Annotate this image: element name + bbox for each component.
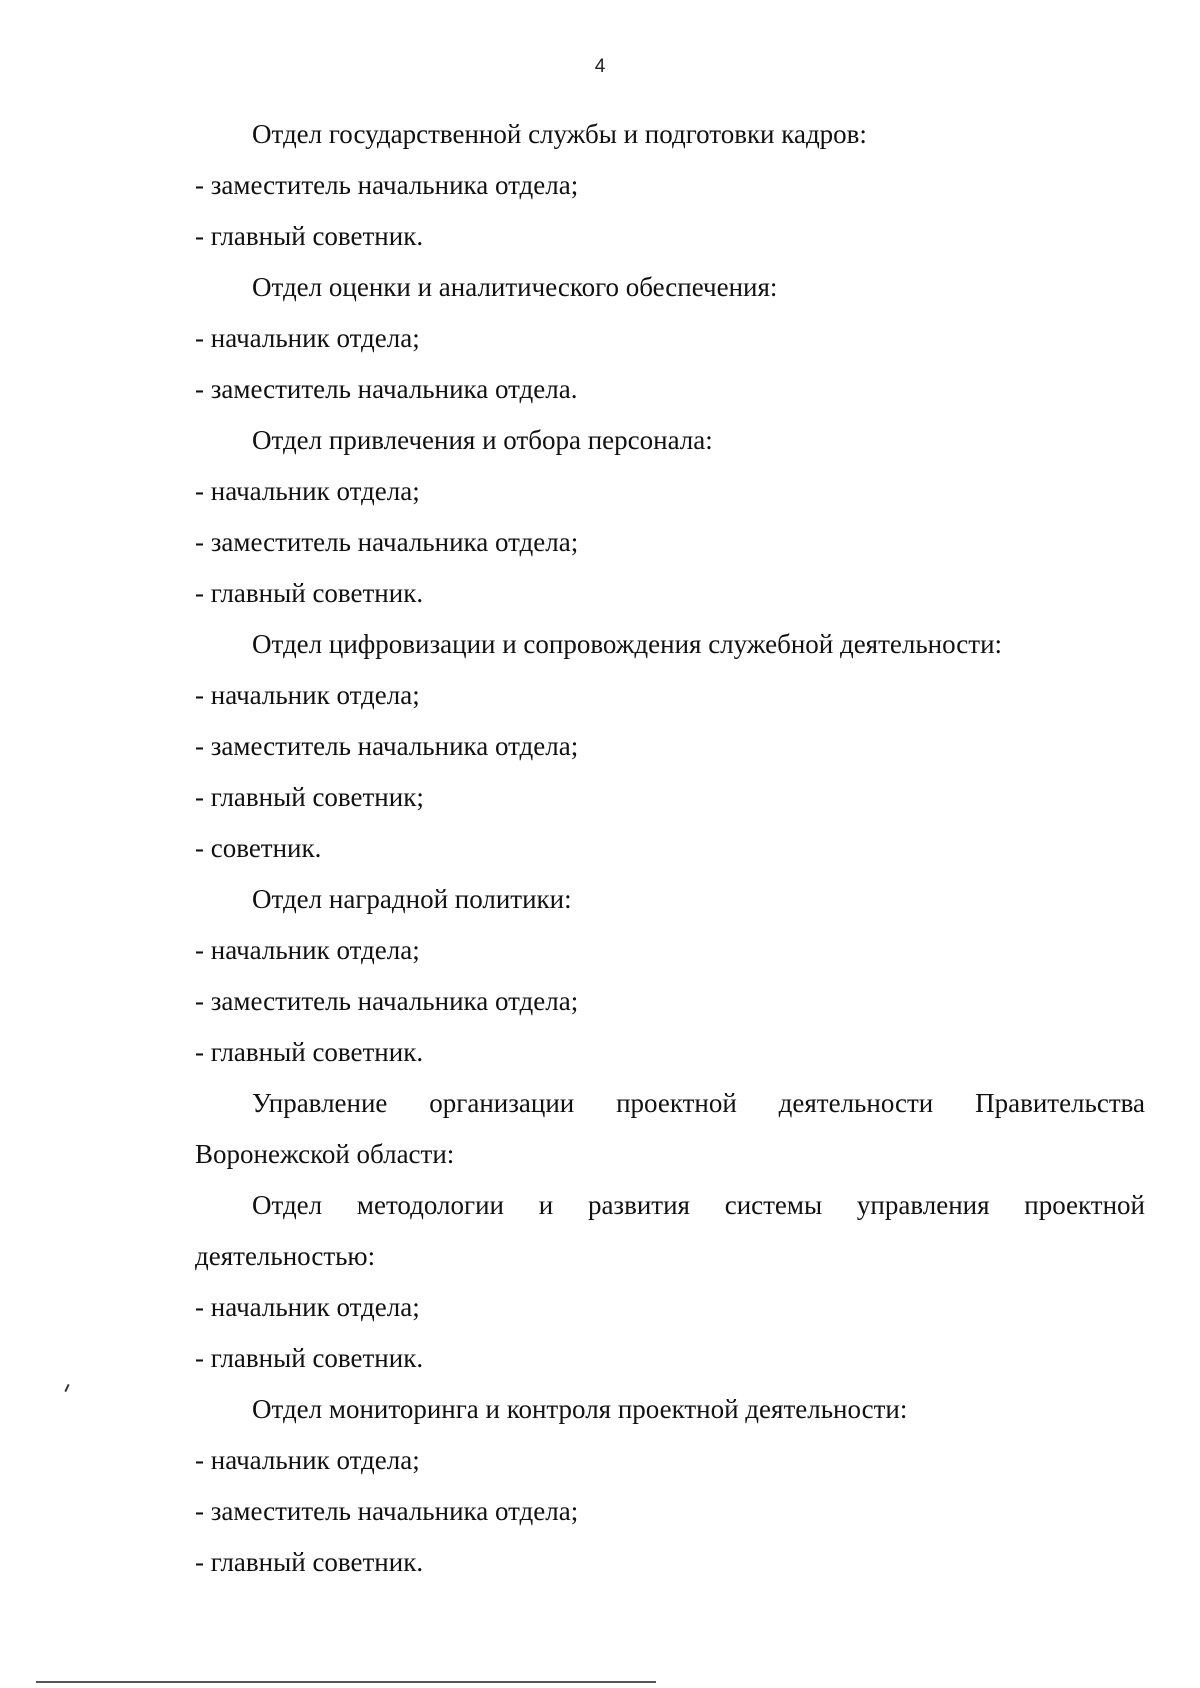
position-item: - начальник отдела;	[195, 935, 420, 965]
section-heading: Отдел государственной службы и подготовки кадров:	[252, 119, 867, 149]
position-item: - главный советник.	[195, 221, 424, 251]
position-item: - начальник отдела;	[195, 476, 420, 506]
position-item: - главный советник.	[195, 1547, 424, 1577]
position-item: - главный советник.	[195, 1343, 424, 1373]
section-heading: Отдел мониторинга и контроля проектной деятельности:	[252, 1394, 908, 1424]
section-heading: Отдел оценки и аналитического обеспечения:	[252, 272, 778, 302]
position-item: - заместитель начальника отдела;	[195, 1496, 579, 1526]
section-heading: Отдел привлечения и отбора персонала:	[252, 425, 713, 455]
position-item: - начальник отдела;	[195, 323, 420, 353]
position-item: - заместитель начальника отдела;	[195, 986, 579, 1016]
position-item: - главный советник.	[195, 578, 424, 608]
document-body	[195, 109, 1145, 1588]
position-item: - заместитель начальника отдела;	[195, 527, 579, 557]
position-item: - заместитель начальника отдела;	[195, 170, 579, 200]
position-item: - заместитель начальника отдела;	[195, 731, 579, 761]
position-item: - советник.	[195, 833, 322, 863]
bottom-scan-line	[36, 1681, 656, 1683]
position-item: - начальник отдела;	[195, 1292, 420, 1322]
position-item: - главный советник;	[195, 782, 424, 812]
section-heading: Отдел методологии и развития системы управления проектной деятельностью:	[195, 1190, 1145, 1271]
page-number: 4	[594, 56, 606, 77]
position-item: - начальник отдела;	[195, 1445, 420, 1475]
section-heading: Отдел наградной политики:	[252, 884, 572, 914]
position-item: - главный советник.	[195, 1037, 424, 1067]
position-item: - начальник отдела;	[195, 680, 420, 710]
department-heading: Управление организации проектной деятельности Правительства Воронежской области:	[195, 1088, 1145, 1169]
scan-artifact-mark	[64, 1384, 69, 1392]
section-heading: Отдел цифровизации и сопровождения служебной деятельности:	[252, 629, 1003, 659]
position-item: - заместитель начальника отдела.	[195, 374, 578, 404]
